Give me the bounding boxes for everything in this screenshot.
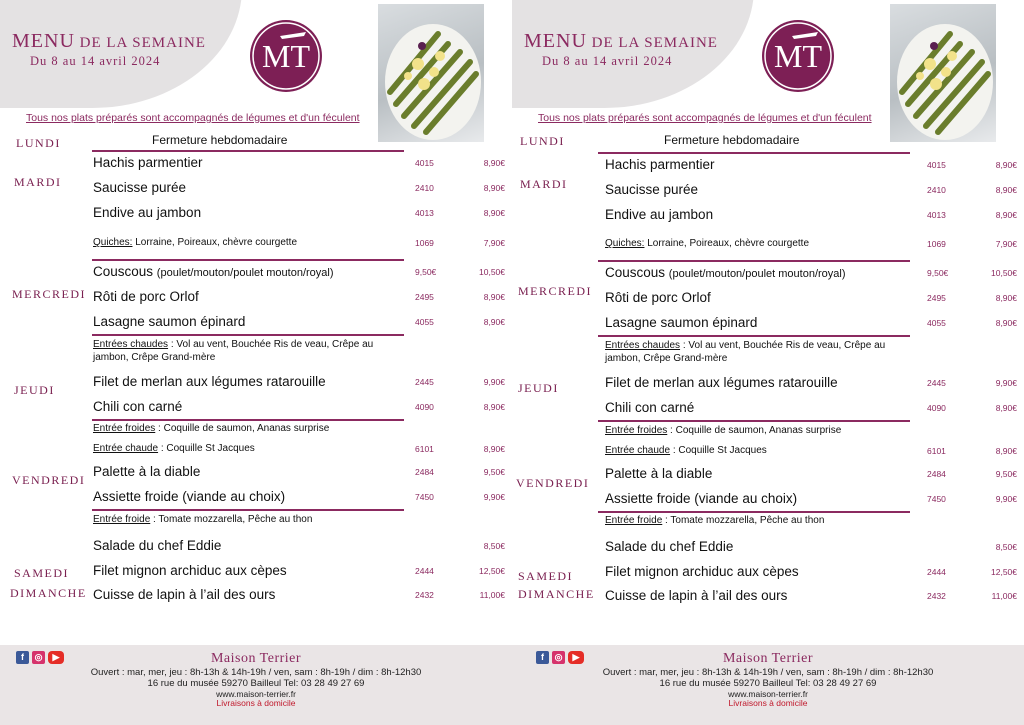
- dish-code: 4055: [415, 317, 434, 327]
- menu-title: MENU DE LA SEMAINE: [524, 30, 718, 52]
- dish-name: Rôti de porc Orlof: [605, 290, 711, 305]
- entree-chaude-note: Entrée chaude : Coquille St Jacques: [605, 445, 767, 456]
- dish-price: 7,90€: [483, 238, 505, 248]
- day-mardi: MARDI: [14, 175, 62, 189]
- dish-code: 2444: [415, 566, 434, 576]
- dish-code: 4090: [415, 402, 434, 412]
- dish-row: [605, 236, 1017, 256]
- tagline: Tous nos plats préparés sont accompagnés de légumes et d'un féculent: [26, 112, 360, 124]
- entree-chaude-note: Entrée chaude : Coquille St Jacques: [93, 443, 255, 454]
- dish-code: 4015: [415, 158, 434, 168]
- dish-code: 2432: [927, 591, 946, 601]
- dish-price: 8,90€: [995, 160, 1017, 170]
- dish-name: Chili con carné: [605, 400, 695, 415]
- dish-price: 8,50€: [995, 542, 1017, 552]
- dish-price: 8,90€: [483, 444, 505, 454]
- dish-row: [605, 375, 1017, 395]
- dish-price: 8,50€: [483, 541, 505, 551]
- dish-row: [93, 399, 505, 419]
- dish-name: Saucisse purée: [93, 180, 187, 195]
- day-vendredi: VENDREDI: [12, 473, 86, 487]
- dish-price: 7,90€: [995, 239, 1017, 249]
- dish-row: [93, 205, 505, 225]
- day-jeudi: JEUDI: [518, 381, 559, 395]
- dish-name: Saucisse purée: [605, 182, 699, 197]
- day-mardi: MARDI: [520, 177, 568, 191]
- address: 16 rue du musée 59270 Bailleul Tel: 03 28 49 27 69: [659, 678, 877, 689]
- day-mercredi: MERCREDI: [12, 287, 87, 301]
- dish-name: Filet mignon archiduc aux cèpes: [93, 563, 287, 578]
- dish-price: 11,00€: [991, 591, 1017, 601]
- facebook-icon[interactable]: f: [536, 651, 549, 664]
- day-mercredi: MERCREDI: [518, 284, 593, 298]
- day-samedi: SAMEDI: [518, 569, 574, 583]
- footer: [512, 645, 1024, 725]
- quiches-note: Quiches: Lorraine, Poireaux, chèvre courgette: [605, 238, 810, 249]
- day-samedi: SAMEDI: [14, 566, 70, 580]
- dish-name: Filet de merlan aux légumes ratarouille: [605, 375, 838, 390]
- dish-name: Salade du chef Eddie: [93, 538, 222, 553]
- quiches-note: Quiches: Lorraine, Poireaux, chèvre courgette: [93, 237, 298, 248]
- brand-name: Maison Terrier: [210, 651, 302, 666]
- dish-name: Filet mignon archiduc aux cèpes: [605, 564, 799, 579]
- logo: [762, 20, 834, 92]
- dish-price: 9,90€: [995, 494, 1017, 504]
- dish-name: Filet de merlan aux légumes ratarouille: [93, 374, 326, 389]
- dish-name: Palette à la diable: [605, 466, 713, 481]
- menu-title: MENU DE LA SEMAINE: [12, 30, 206, 52]
- website-link[interactable]: www.maison-terrier.fr: [728, 689, 808, 699]
- dish-row: [93, 587, 505, 607]
- dish-row: [605, 539, 1017, 559]
- entree-froides-note: Entrée froides : Coquille de saumon, Ananas surprise: [93, 423, 330, 434]
- day-lundi: LUNDI: [16, 136, 61, 150]
- day-dimanche: DIMANCHE: [518, 587, 595, 601]
- logo: [250, 20, 322, 92]
- dish-code: 4055: [927, 318, 946, 328]
- dish-name: Cuisse de lapin à l’ail des ours: [93, 587, 276, 602]
- dish-price-small: 9,50€: [927, 268, 949, 278]
- dish-name: Cuisse de lapin à l’ail des ours: [605, 588, 788, 603]
- dish-price: 8,90€: [483, 208, 505, 218]
- dish-name: Assiette froide (viande au choix): [605, 491, 798, 506]
- youtube-icon[interactable]: ▶: [48, 651, 64, 664]
- dish-name: Salade du chef Eddie: [605, 539, 734, 554]
- day-vendredi: VENDREDI: [516, 476, 590, 490]
- dish-row: [93, 155, 505, 175]
- dish-row: [93, 538, 505, 558]
- opening-hours: Ouvert : mar, mer, jeu : 8h-13h & 14h-19h / ven, sam : 8h-19h / dim : 8h-12h30: [90, 667, 422, 678]
- dish-photo: [890, 4, 996, 142]
- dish-price: 12,50€: [479, 566, 505, 576]
- dish-price: 8,90€: [995, 185, 1017, 195]
- day-jeudi: JEUDI: [14, 383, 55, 397]
- dish-price: 9,90€: [995, 378, 1017, 388]
- separator: [598, 335, 910, 337]
- dish-price: 8,90€: [995, 293, 1017, 303]
- dish-code: 2410: [415, 183, 434, 193]
- dish-code: 2495: [415, 292, 434, 302]
- dish-price: 8,90€: [483, 402, 505, 412]
- address: 16 rue du musée 59270 Bailleul Tel: 03 28 49 27 69: [147, 678, 365, 689]
- entree-froide-note: Entrée froide : Tomate mozzarella, Pêche au thon: [605, 515, 825, 526]
- dish-price: 8,90€: [995, 446, 1017, 456]
- dish-row: [605, 182, 1017, 202]
- dish-code: 4013: [415, 208, 434, 218]
- dish-name: Couscous (poulet/mouton/poulet mouton/royal): [605, 265, 846, 280]
- dish-name: Endive au jambon: [605, 207, 714, 222]
- closure-note: Fermeture hebdomadaire: [152, 133, 288, 147]
- dish-row: [93, 489, 505, 509]
- dish-row: [93, 235, 505, 255]
- dish-code: 4013: [927, 210, 946, 220]
- dish-code: 4090: [927, 403, 946, 413]
- dish-code: 2484: [415, 467, 434, 477]
- dish-row: [605, 290, 1017, 310]
- dish-row: [93, 464, 505, 484]
- separator: [598, 511, 910, 513]
- website-link[interactable]: www.maison-terrier.fr: [216, 689, 296, 699]
- separator: [92, 259, 404, 261]
- dish-code: 6101: [415, 444, 434, 454]
- dish-name: Hachis parmentier: [93, 155, 203, 170]
- dish-row: [93, 314, 505, 334]
- dish-price: 8,90€: [995, 210, 1017, 220]
- dish-name: Palette à la diable: [93, 464, 201, 479]
- dish-row: [605, 400, 1017, 420]
- entrees-chaudes-note: Entrées chaudes : Vol au vent, Bouchée Ris de veau, Crêpe au jambon, Crêpe Grand-mère: [605, 340, 886, 364]
- tagline: Tous nos plats préparés sont accompagnés de légumes et d'un féculent: [538, 112, 872, 124]
- dish-row: [605, 588, 1017, 608]
- dish-row: [93, 289, 505, 309]
- opening-hours: Ouvert : mar, mer, jeu : 8h-13h & 14h-19h / ven, sam : 8h-19h / dim : 8h-12h30: [602, 667, 934, 678]
- menu-dates: Du 8 au 14 avril 2024: [542, 54, 673, 68]
- dish-price: 8,90€: [483, 292, 505, 302]
- separator: [598, 420, 910, 422]
- instagram-icon[interactable]: ◎: [32, 651, 45, 664]
- dish-code: 2445: [415, 377, 434, 387]
- closure-note: Fermeture hebdomadaire: [664, 133, 800, 147]
- dish-row: [93, 180, 505, 200]
- entrees-chaudes-note: Entrées chaudes : Vol au vent, Bouchée Ris de veau, Crêpe au jambon, Crêpe Grand-mère: [93, 339, 374, 363]
- dish-row: [605, 564, 1017, 584]
- dish-price: 10,50€: [991, 268, 1017, 278]
- dish-photo: [378, 4, 484, 142]
- dish-price: 9,90€: [483, 492, 505, 502]
- dish-price: 8,90€: [483, 183, 505, 193]
- dish-row: [93, 563, 505, 583]
- dish-code: 2444: [927, 567, 946, 577]
- menu-dates: Du 8 au 14 avril 2024: [30, 54, 161, 68]
- dish-code: 1069: [927, 239, 946, 249]
- svg-text:MT: MT: [774, 38, 822, 74]
- dish-name: Endive au jambon: [93, 205, 202, 220]
- dish-price: 11,00€: [479, 590, 505, 600]
- dish-code: 2445: [927, 378, 946, 388]
- dish-code: 2484: [927, 469, 946, 479]
- dish-name: Assiette froide (viande au choix): [93, 489, 286, 504]
- dish-row: [93, 374, 505, 394]
- footer: [0, 645, 512, 725]
- dish-row: [605, 157, 1017, 177]
- dish-code: 7450: [415, 492, 434, 502]
- separator: [92, 334, 404, 336]
- dish-row: [605, 315, 1017, 335]
- dish-row: [605, 207, 1017, 227]
- day-dimanche: DIMANCHE: [10, 586, 87, 600]
- dish-code: 7450: [927, 494, 946, 504]
- separator: [598, 152, 910, 154]
- dish-code: 1069: [415, 238, 434, 248]
- menu-panel-right: [512, 0, 1024, 725]
- dish-name: Chili con carné: [93, 399, 183, 414]
- dish-code: 4015: [927, 160, 946, 170]
- dish-name: Hachis parmentier: [605, 157, 715, 172]
- separator: [92, 509, 404, 511]
- dish-row: [93, 441, 505, 461]
- dish-price: 10,50€: [479, 267, 505, 277]
- separator: [92, 419, 404, 421]
- dish-price: 8,90€: [483, 317, 505, 327]
- dish-price: 8,90€: [995, 403, 1017, 413]
- dish-price: 8,90€: [483, 158, 505, 168]
- dish-price: 9,90€: [483, 377, 505, 387]
- svg-text:MT: MT: [262, 38, 310, 74]
- entree-froides-note: Entrée froides : Coquille de saumon, Ananas surprise: [605, 425, 842, 436]
- entree-froide-note: Entrée froide : Tomate mozzarella, Pêche au thon: [93, 514, 313, 525]
- day-lundi: LUNDI: [520, 134, 565, 148]
- dish-price: 9,50€: [483, 467, 505, 477]
- delivery-note: Livraisons à domicile: [216, 698, 296, 708]
- dish-code: 2410: [927, 185, 946, 195]
- dish-row: [93, 264, 505, 284]
- dish-row: [605, 491, 1017, 511]
- dish-name: Lasagne saumon épinard: [93, 314, 246, 329]
- dish-name: Lasagne saumon épinard: [605, 315, 758, 330]
- dish-code: 6101: [927, 446, 946, 456]
- delivery-note: Livraisons à domicile: [728, 698, 808, 708]
- youtube-icon[interactable]: ▶: [568, 651, 584, 664]
- instagram-icon[interactable]: ◎: [552, 651, 565, 664]
- dish-price: 9,50€: [995, 469, 1017, 479]
- dish-code: 2432: [415, 590, 434, 600]
- dish-row: [605, 466, 1017, 486]
- separator: [92, 150, 404, 152]
- dish-row: [605, 265, 1017, 285]
- dish-name: Couscous (poulet/mouton/poulet mouton/royal): [93, 264, 334, 279]
- dish-code: 2495: [927, 293, 946, 303]
- facebook-icon[interactable]: f: [16, 651, 29, 664]
- separator: [598, 260, 910, 262]
- dish-price-small: 9,50€: [415, 267, 437, 277]
- dish-row: [605, 443, 1017, 463]
- brand-name: Maison Terrier: [722, 651, 814, 666]
- dish-price: 8,90€: [995, 318, 1017, 328]
- dish-price: 12,50€: [991, 567, 1017, 577]
- dish-name: Rôti de porc Orlof: [93, 289, 199, 304]
